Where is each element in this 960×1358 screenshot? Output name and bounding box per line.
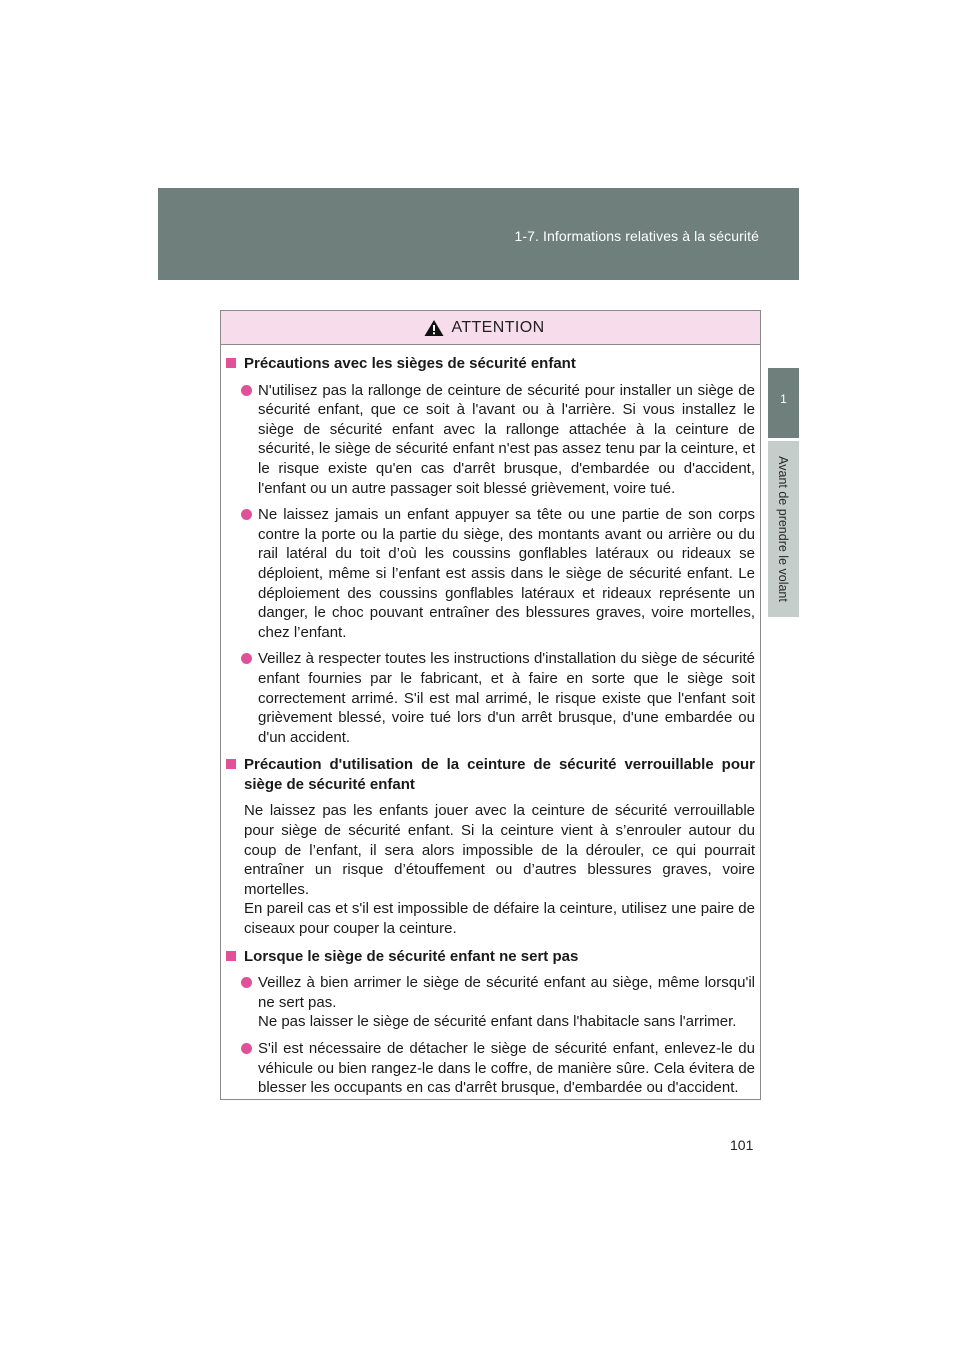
list-item: Veillez à respecter toutes les instructions d'installation du siège de sécurité enfant fournies par le fabricant, et à faire en sorte que le siège soit correctement arrimé. S'il est mal arrimé, le risque existe que l'enfant soit grièvement blessé, voire tué lors d'un arrêt brusque, d'une embardée ou d'un accident. (226, 649, 755, 747)
paragraph: Ne laissez pas les enfants jouer avec la ceinture de sécurité verrouillable pour siège de sécurité enfant. Si la ceinture vient à s’enrouler autour du coup de l’enfant, il sera alors impossible de la dérouler, ce qui pourrait entraîner un risque d’étouffement ou d’autres blessures graves, voire mortelles. En pareil cas et s'il est impossible de défaire la ceinture, utilisez une paire de ciseaux pour couper la ceinture. (244, 802, 755, 938)
section-title-3: Lorsque le siège de sécurité enfant ne sert pas (226, 947, 755, 967)
section-header-band (158, 188, 799, 280)
section-title-2: Précaution d'utilisation de la ceinture de sécurité verrouillable pour siège de sécurité enfant (226, 755, 755, 794)
section-child-seat-precautions (226, 354, 755, 747)
list-item: Veillez à bien arrimer le siège de sécurité enfant au siège, même lorsqu'il ne sert pas. Ne pas laisser le siège de sécurité enfant dans l'habitacle sans l'arrimer. (226, 973, 755, 1032)
page-number: 101 (730, 1137, 754, 1153)
attention-box (220, 310, 761, 1100)
section-title-1: Précautions avec les sièges de sécurité enfant (226, 354, 755, 374)
round-bullet-icon (241, 1043, 252, 1054)
square-bullet-icon (226, 759, 236, 769)
section-locking-belt (226, 755, 755, 938)
attention-body (221, 345, 760, 1098)
round-bullet-icon (241, 385, 252, 396)
list-item: Ne laissez jamais un enfant appuyer sa tête ou une partie de son corps contre la porte ou la partie du siège, des montants avant ou arrière ou du rail latéral du toit d’où les coussins gonflables latéraux ou rideaux se déploient, même si l’enfant est assis dans le siège de sécurité enfant. Le déploiement des coussins gonflables latéraux et rideaux représente un danger, le choc pouvant entraîner des blessures graves, voire mortelles, chez l’enfant. (226, 505, 755, 642)
section-unused-seat (226, 947, 755, 1098)
attention-title: ATTENTION (451, 318, 545, 336)
square-bullet-icon (226, 358, 236, 368)
warning-triangle-icon (424, 319, 444, 337)
round-bullet-icon (241, 653, 252, 664)
round-bullet-icon (241, 977, 252, 988)
attention-header (221, 311, 760, 345)
square-bullet-icon (226, 951, 236, 961)
section-title: 1-7. Informations relatives à la sécurité (514, 228, 759, 244)
list-item: N'utilisez pas la rallonge de ceinture de sécurité pour installer un siège de sécurité enfant, que ce soit à l'avant ou à l'arrière. Si vous installez le siège de sécurité enfant avec la rallonge attachée à la ceinture de sécurité, le siège de sécurité enfant n'est pas assez tenu par la ceinture, et le risque existe qu'en cas d'arrêt brusque, d'embardée ou d'accident, l'enfant ou un autre passager soit blessé grièvement, voire tué. (226, 381, 755, 499)
chapter-number: 1 (780, 392, 787, 406)
round-bullet-icon (241, 509, 252, 520)
chapter-tab[interactable] (768, 368, 799, 438)
chapter-label-tab (768, 441, 799, 617)
chapter-label: Avant de prendre le volant (776, 456, 790, 602)
list-item: S'il est nécessaire de détacher le siège de sécurité enfant, enlevez-le du véhicule ou bien rangez-le dans le coffre, de manière sûre. Cela évitera de blesser les occupants en cas d'arrêt brusque, d'embardée ou d'accident. (226, 1039, 755, 1098)
